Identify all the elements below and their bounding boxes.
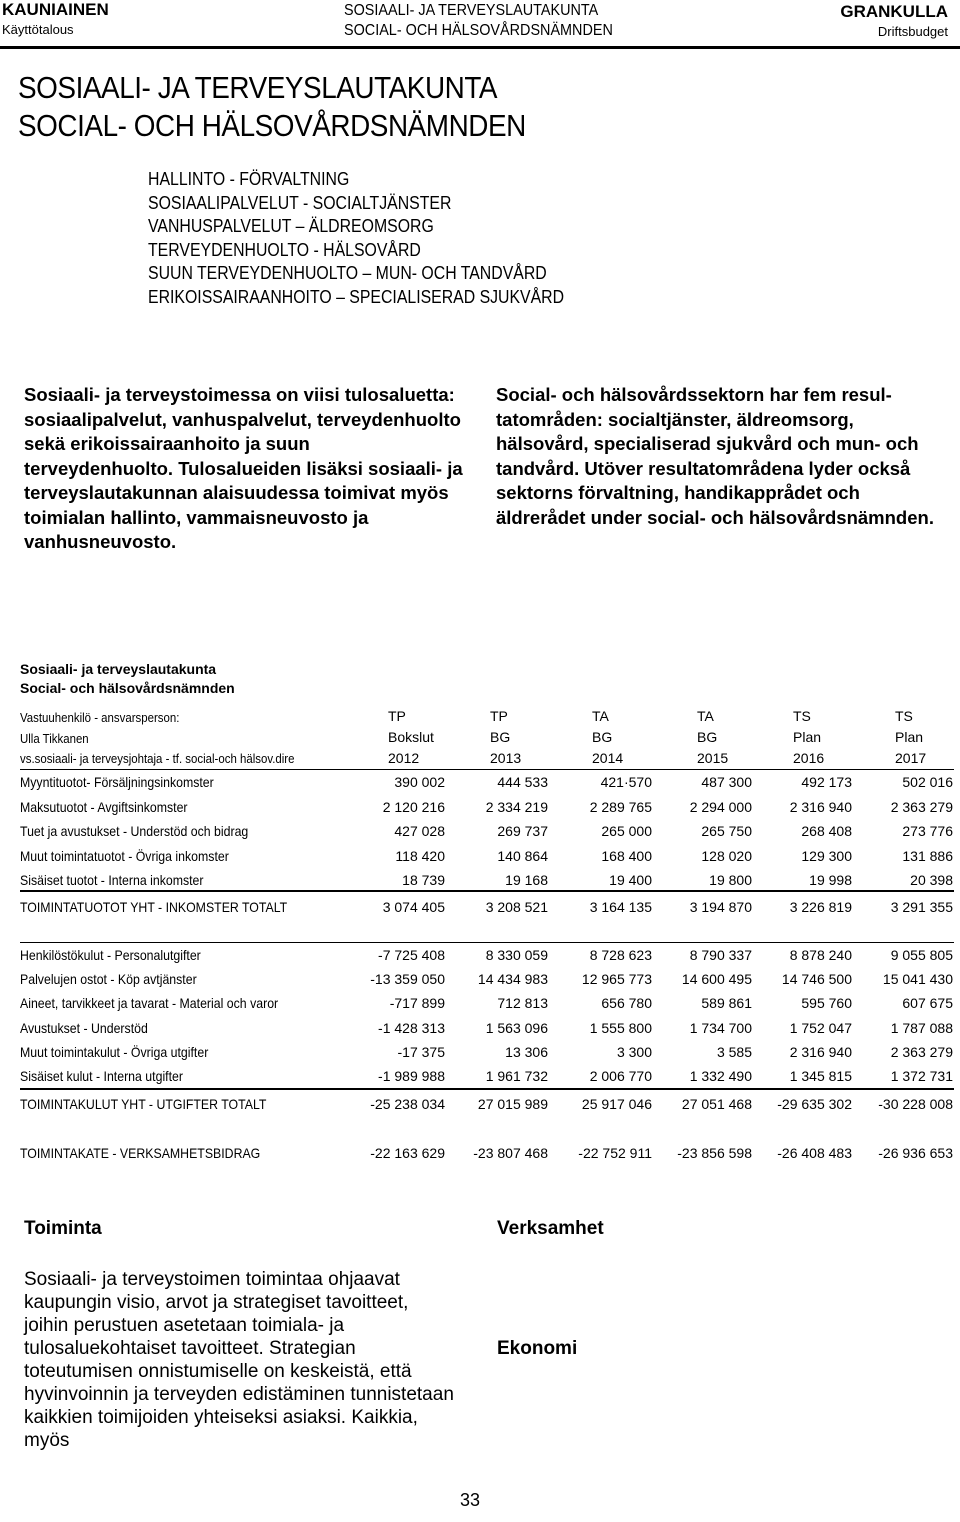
table-cell: 15 041 430 xyxy=(882,971,953,988)
table-row xyxy=(20,797,960,821)
unit-list xyxy=(148,168,621,309)
column-header-c: 2013 xyxy=(490,750,522,766)
table-cell: -717 899 xyxy=(389,995,445,1012)
table-cell: 19 168 xyxy=(505,872,548,888)
table-cell: -22 752 911 xyxy=(578,1145,652,1161)
table-cell: 27 051 468 xyxy=(681,1096,752,1112)
row-label: Muut toimintatuotot - Övriga inkomster xyxy=(20,847,229,864)
unit-item: SOSIAALIPALVELUT - SOCIALTJÄNSTER xyxy=(148,192,452,213)
table-cell: 140 864 xyxy=(497,847,548,864)
table-cell: -26 936 653 xyxy=(878,1145,953,1161)
table-cell: 265 750 xyxy=(701,823,752,839)
table-row xyxy=(20,969,960,993)
table-cell: 421·570 xyxy=(600,774,652,790)
header-rule-line xyxy=(20,769,954,770)
table-cell: 2 334 219 xyxy=(485,798,548,815)
table-cell: 12 965 773 xyxy=(581,971,652,988)
table-cell: -30 228 008 xyxy=(878,1096,953,1112)
column-header-b: BG xyxy=(697,729,718,745)
table-cell: 1 787 088 xyxy=(890,1019,953,1036)
unit-item: VANHUSPALVELUT – ÄLDREOMSORG xyxy=(148,216,434,236)
table-cell: 3 585 xyxy=(716,1043,752,1060)
row-label: Sisäiset kulut - Interna utgifter xyxy=(20,1068,183,1084)
section-heading-sv: Verksamhet xyxy=(497,1218,604,1239)
table-title-sv: Social- och hälsovårdsnämnden xyxy=(20,680,235,696)
header-committee-sv: SOCIAL- OCH HÄLSOVÅRDSNÄMNDEN xyxy=(344,22,613,39)
table-cell: 2 316 940 xyxy=(789,798,852,815)
column-header-a: TA xyxy=(697,708,714,724)
header-city-sv: GRANKULLA xyxy=(840,2,948,21)
table-cell: 712 813 xyxy=(497,995,548,1012)
table-row xyxy=(20,1143,960,1167)
table-cell: 8 790 337 xyxy=(689,947,752,963)
page-number: 33 xyxy=(460,1490,481,1510)
row-label: Tuet ja avustukset - Understöd och bidrag xyxy=(20,823,249,839)
table-cell: 14 434 983 xyxy=(477,971,548,988)
table-cell: 9 055 805 xyxy=(890,947,953,963)
column-header-c: 2016 xyxy=(793,750,825,766)
row-label: TOIMINTAKATE - VERKSAMHETSBIDRAG xyxy=(20,1145,261,1161)
table-cell: 2 120 216 xyxy=(382,798,445,815)
intro-fi: Sosiaali- ja terveystoimessa on viisi tulosaluetta: sosiaalipalvelut, vanhuspalvelut, terveydenhuolto sekä erikoissairaanhoito ja suun terveydenhuolto. Tulosalueiden lisäksi sosiaali- ja terveyslautakunnan alaisuudessa toimivat myös toimialan hallinto, vammaisneuvosto ja vanhusneuvosto. xyxy=(24,384,463,552)
responsible-name: Ulla Tikkanen xyxy=(20,731,89,746)
row-label: Muut toimintakulut - Övriga utgifter xyxy=(20,1043,209,1060)
table-cell: 128 020 xyxy=(701,847,752,864)
table-cell: -17 375 xyxy=(397,1043,445,1060)
table-cell: 265 000 xyxy=(601,823,652,839)
table-cell: -7 725 408 xyxy=(378,947,445,963)
table-cell: 118 420 xyxy=(395,847,445,864)
table-cell: 3 226 819 xyxy=(789,899,852,915)
table-cell: 1 372 731 xyxy=(890,1068,953,1084)
income-total-rule xyxy=(20,890,954,892)
table-cell: 2 294 000 xyxy=(689,798,752,815)
table-cell: 131 886 xyxy=(902,847,953,864)
unit-item: SUUN TERVEYDENHUOLTO – MUN- OCH TANDVÅRD xyxy=(148,263,547,283)
row-label: Avustukset - Understöd xyxy=(20,1019,148,1036)
page-title-sv: SOCIAL- OCH HÄLSOVÅRDSNÄMNDEN xyxy=(18,108,526,143)
table-cell: 14 746 500 xyxy=(781,971,852,988)
table-cell: 444 533 xyxy=(497,774,548,790)
column-header-b: BG xyxy=(490,729,511,745)
page-title-fi: SOSIAALI- JA TERVEYSLAUTAKUNTA xyxy=(18,70,498,105)
unit-item: TERVEYDENHUOLTO - HÄLSOVÅRD xyxy=(148,239,421,260)
table-cell: 1 961 732 xyxy=(485,1068,548,1084)
column-header-b: Bokslut xyxy=(388,729,434,745)
table-cell: 20 398 xyxy=(910,872,953,888)
table-cell: -23 856 598 xyxy=(677,1145,752,1161)
table-cell: 1 332 490 xyxy=(689,1068,752,1084)
subheading-sv: Ekonomi xyxy=(497,1338,578,1359)
table-cell: 2 289 765 xyxy=(589,798,652,815)
table-cell: 656 780 xyxy=(601,995,652,1012)
table-title-fi: Sosiaali- ja terveyslautakunta xyxy=(20,661,217,677)
table-cell: 19 400 xyxy=(609,872,652,888)
table-cell: -1 428 313 xyxy=(378,1019,445,1036)
table-cell: 3 300 xyxy=(616,1043,652,1060)
table-cell: 18 739 xyxy=(402,872,445,888)
table-cell: 3 291 355 xyxy=(890,899,953,915)
table-cell: 14 600 495 xyxy=(681,971,752,988)
table-cell: 3 164 135 xyxy=(589,899,652,915)
table-row xyxy=(20,1018,960,1042)
table-row xyxy=(20,897,960,921)
column-header-a: TS xyxy=(793,708,811,724)
table-cell: 8 878 240 xyxy=(789,947,852,963)
column-header-a: TA xyxy=(592,708,609,724)
table-cell: 19 998 xyxy=(809,872,852,888)
table-cell: -23 807 468 xyxy=(473,1145,548,1161)
column-header-c: 2012 xyxy=(388,750,420,766)
column-header-a: TP xyxy=(490,708,508,724)
table-cell: 1 555 800 xyxy=(589,1019,652,1036)
column-header-a: TS xyxy=(895,708,913,724)
row-label: Maksutuotot - Avgiftsinkomster xyxy=(20,798,188,815)
table-cell: -29 635 302 xyxy=(777,1096,852,1112)
table-cell: 487 300 xyxy=(701,774,752,790)
section-heading-fi: Toiminta xyxy=(24,1218,102,1239)
table-cell: 27 015 989 xyxy=(477,1096,548,1112)
column-header-c: 2015 xyxy=(697,750,729,766)
row-label: Aineet, tarvikkeet ja tavarat - Material och varor xyxy=(20,995,279,1012)
header-committee-fi: SOSIAALI- JA TERVEYSLAUTAKUNTA xyxy=(344,2,599,19)
header-rule xyxy=(0,46,960,49)
table-cell: 168 400 xyxy=(601,847,652,864)
column-header-c: 2017 xyxy=(895,750,927,766)
table-cell: 595 760 xyxy=(801,995,852,1012)
header-budget-sv: Driftsbudget xyxy=(877,24,948,39)
table-cell: 3 194 870 xyxy=(689,899,752,915)
table-cell: 589 861 xyxy=(701,995,752,1012)
table-cell: -13 359 050 xyxy=(370,971,445,988)
table-cell: 25 917 046 xyxy=(581,1096,652,1112)
column-header-b: BG xyxy=(592,729,613,745)
row-label: Henkilöstökulut - Personalutgifter xyxy=(20,947,201,963)
table-cell: 1 734 700 xyxy=(689,1019,752,1036)
table-cell: 2 363 279 xyxy=(890,1043,953,1060)
table-cell: 273 776 xyxy=(902,823,953,839)
column-header-c: 2014 xyxy=(592,750,624,766)
table-row xyxy=(20,1094,960,1118)
table-cell: 8 728 623 xyxy=(589,947,652,963)
responsible-label: Vastuuhenkilö - ansvarsperson: xyxy=(20,710,180,725)
table-cell: 3 208 521 xyxy=(485,899,548,915)
table-cell: 129 300 xyxy=(801,847,852,864)
row-label: Sisäiset tuotot - Interna inkomster xyxy=(20,872,204,888)
table-row xyxy=(20,772,960,796)
column-header-a: TP xyxy=(388,708,406,724)
table-cell: 2 006 770 xyxy=(589,1068,652,1084)
body-text-fi: Sosiaali- ja terveystoimen toimintaa ohjaavat kaupungin visio, arvot ja strategiset tavoitteet, joihin perustuen asetetaan toimiala- ja tulosaluekohtaiset tavoitteet. Strategian toteutumisen onnistumiselle on keskeistä, että hyvinvoinnin ja terveyden edistäminen tunnistetaan kaikkien toimijoiden yhteiseksi asiaksi. Kaikkia, myös xyxy=(24,1269,454,1451)
table-cell: 2 363 279 xyxy=(890,798,953,815)
table-cell: 268 408 xyxy=(801,823,852,839)
table-cell: -1 989 988 xyxy=(378,1068,445,1084)
unit-item: ERIKOISSAIRAANHOITO – SPECIALISERAD SJUKVÅRD xyxy=(148,286,565,307)
table-cell: 19 800 xyxy=(709,872,752,888)
table-row xyxy=(20,945,960,969)
row-label: Myyntituotot- Försäljningsinkomster xyxy=(20,774,214,790)
row-label: Palvelujen ostot - Köp avtjänster xyxy=(20,971,197,988)
responsible-title: vs.sosiaali- ja terveysjohtaja - tf. social-och hälsov.dire xyxy=(20,751,295,766)
cost-top-rule xyxy=(20,942,954,943)
table-cell: -26 408 483 xyxy=(777,1145,852,1161)
table-cell: 1 345 815 xyxy=(789,1068,852,1084)
intro-sv: Social- och hälsovårdssektorn har fem resultatområden: socialtjänster, äldreomsorg, hälsovård, specialiserad sjukvård och mun- och tandvård. Utöver resultatområdena lyder också sektorns förvaltning, handikapprådet och äldrerådet under social- och hälsovårdsnämnden. xyxy=(496,384,934,528)
table-cell: 502 016 xyxy=(902,774,953,790)
table-cell: -22 163 629 xyxy=(370,1145,445,1161)
column-header-b: Plan xyxy=(793,729,822,745)
row-label: TOIMINTATUOTOT YHT - INKOMSTER TOTALT xyxy=(20,899,288,915)
unit-item: HALLINTO - FÖRVALTNING xyxy=(148,169,350,189)
cost-total-rule xyxy=(20,1088,954,1090)
header-budget-fi: Käyttötalous xyxy=(2,22,74,37)
row-label: TOIMINTAKULUT YHT - UTGIFTER TOTALT xyxy=(20,1096,267,1112)
table-row xyxy=(20,821,960,845)
table-cell: 3 074 405 xyxy=(382,899,445,915)
table-cell: 390 002 xyxy=(394,774,445,790)
table-cell: 13 306 xyxy=(505,1043,548,1060)
table-row xyxy=(20,846,960,870)
table-cell: 492 173 xyxy=(801,774,852,790)
table-cell: 8 330 059 xyxy=(485,947,548,963)
table-row xyxy=(20,993,960,1017)
table-cell: 427 028 xyxy=(394,823,445,839)
header-city-fi: KAUNIAINEN xyxy=(2,0,109,19)
table-cell: -25 238 034 xyxy=(370,1096,445,1112)
table-cell: 269 737 xyxy=(497,823,548,839)
table-cell: 1 752 047 xyxy=(789,1019,852,1036)
table-cell: 2 316 940 xyxy=(789,1043,852,1060)
table-cell: 607 675 xyxy=(902,995,953,1012)
table-cell: 1 563 096 xyxy=(485,1019,548,1036)
table-row xyxy=(20,1066,960,1090)
table-row xyxy=(20,1042,960,1066)
column-header-b: Plan xyxy=(895,729,924,745)
